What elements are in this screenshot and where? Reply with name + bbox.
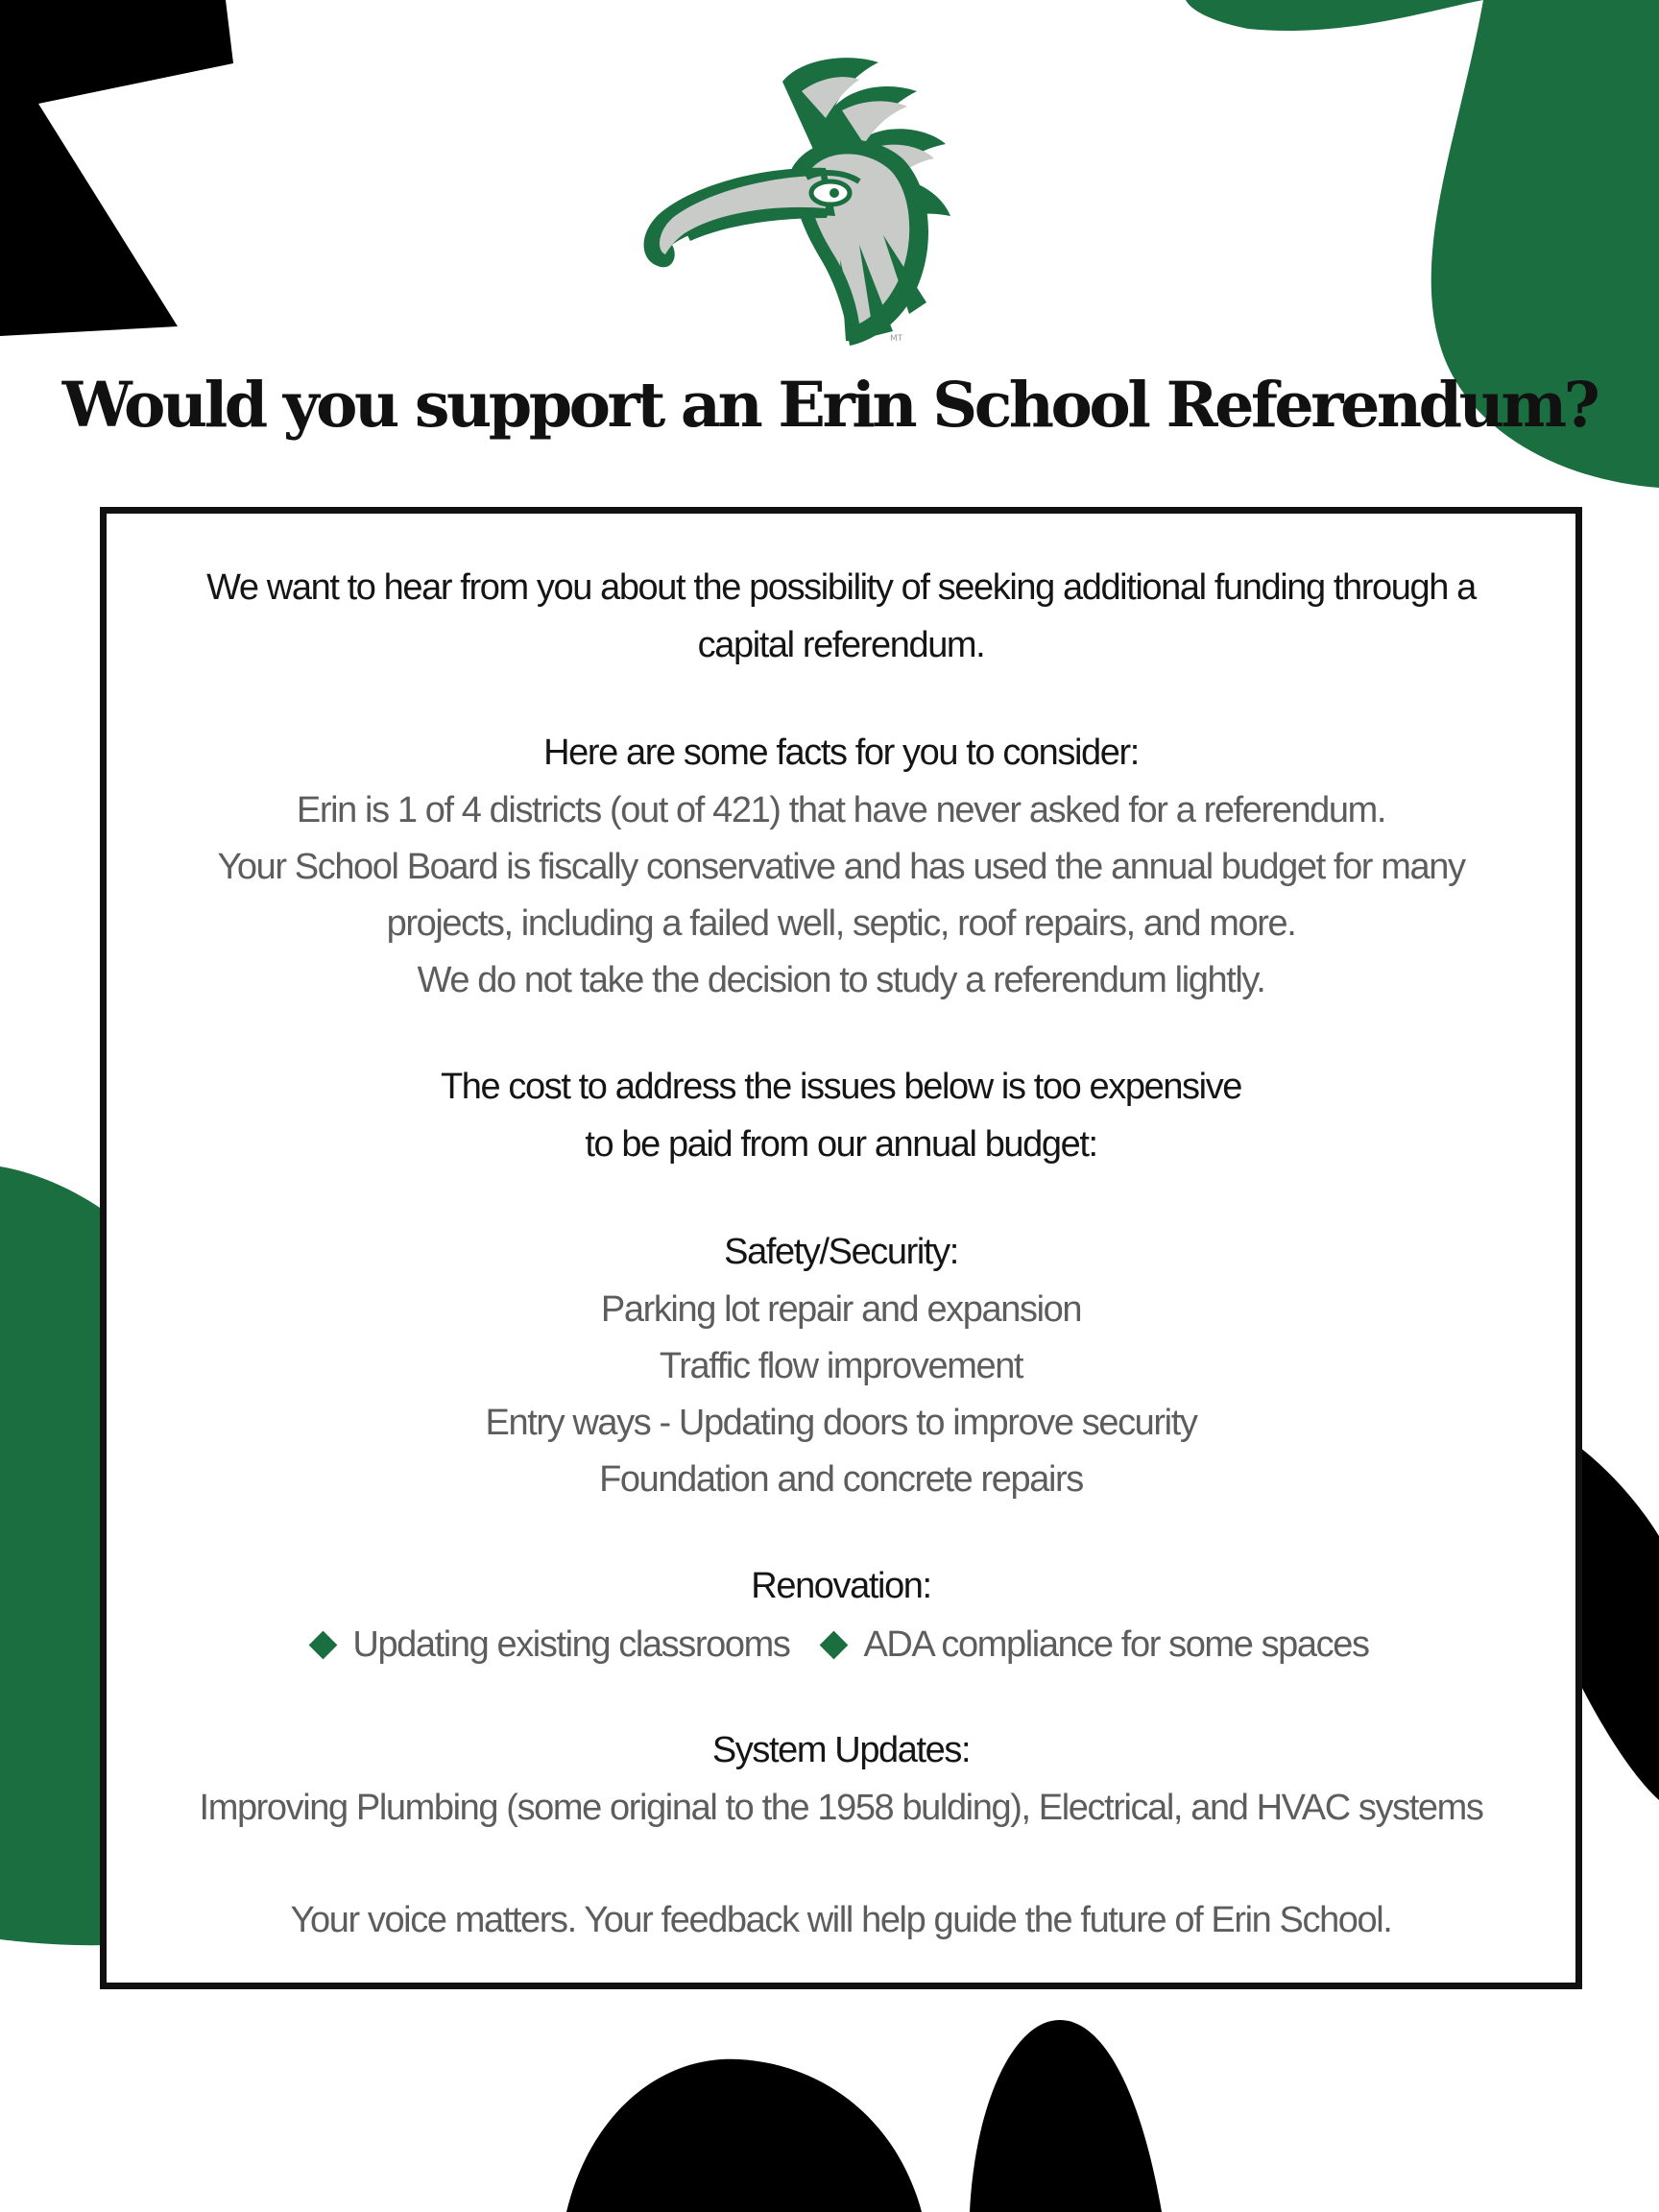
- renovation-item: [313, 1616, 789, 1673]
- cost-statement-line-2: to be paid from our annual budget:: [585, 1124, 1097, 1165]
- safety-heading: Safety/Security:: [724, 1232, 958, 1272]
- diamond-bullet-icon: [309, 1630, 338, 1659]
- system-updates-item: Improving Plumbing (some original to the 1958 bulding), Electrical, and HVAC systems: [199, 1788, 1483, 1828]
- diamond-bullet-icon: [820, 1630, 849, 1659]
- logo-mark: MT: [890, 334, 903, 344]
- green-leaf-top-right: [1186, 0, 1483, 31]
- mascot-logo: [629, 53, 994, 355]
- black-blob-bottom-right: [970, 2020, 1162, 2212]
- content-box: [100, 507, 1582, 1989]
- renovation-item: [824, 1616, 1368, 1673]
- fact-item: Your School Board is fiscally conservative and has used the annual budget for many: [217, 847, 1465, 887]
- fact-item: We do not take the decision to study a referendum lightly.: [417, 960, 1265, 1000]
- intro-line-2: capital referendum.: [697, 625, 985, 665]
- system-updates-heading: System Updates:: [711, 1730, 971, 1770]
- black-blob-bottom-center: [566, 2059, 922, 2212]
- closing-statement: Your voice matters. Your feedback will help guide the future of Erin School.: [290, 1900, 1392, 1940]
- intro-line-1: We want to hear from you about the possibility of seeking additional funding through a: [206, 567, 1476, 608]
- renovation-item-label: Updating existing classrooms: [352, 1624, 790, 1665]
- page-title: Would you support an Erin School Referendum?: [61, 369, 1598, 442]
- safety-item: Entry ways - Updating doors to improve security: [485, 1403, 1197, 1443]
- safety-item: Traffic flow improvement: [659, 1346, 1023, 1386]
- safety-item: Foundation and concrete repairs: [599, 1459, 1083, 1500]
- fact-item: Erin is 1 of 4 districts (out of 421) that have never asked for a referendum.: [296, 790, 1386, 830]
- mascot-bird-head-icon: [644, 58, 950, 346]
- facts-heading: Here are some facts for you to consider:: [543, 733, 1139, 773]
- fact-item: projects, including a failed well, septic, roof repairs, and more.: [386, 903, 1296, 944]
- renovation-list: [107, 1616, 1575, 1673]
- safety-item: Parking lot repair and expansion: [600, 1289, 1082, 1330]
- cost-statement-line-1: The cost to address the issues below is too expensive: [440, 1067, 1242, 1107]
- black-leaf-top-left: [0, 0, 233, 336]
- renovation-heading: Renovation:: [751, 1566, 931, 1606]
- renovation-item-label: ADA compliance for some spaces: [863, 1624, 1369, 1665]
